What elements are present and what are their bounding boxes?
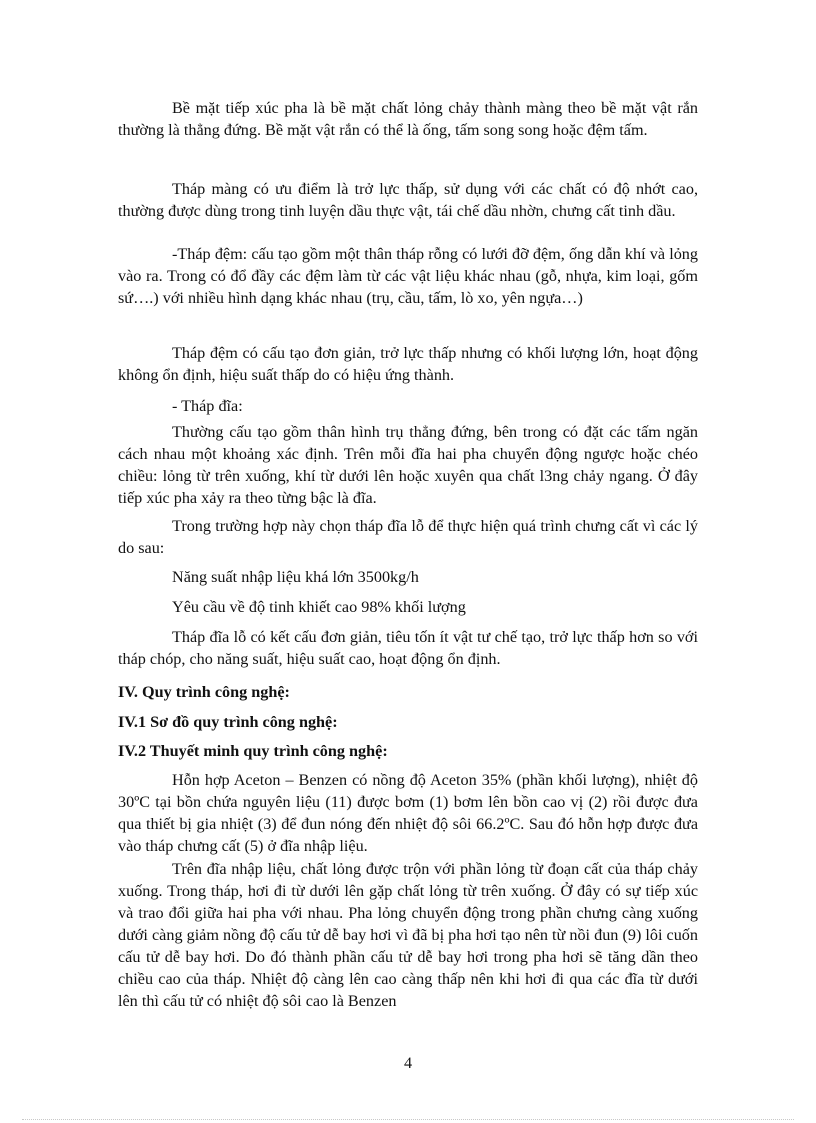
heading-process-diagram: IV.1 Sơ đồ quy trình công nghệ: <box>118 713 338 731</box>
heading-process: IV. Quy trình công nghệ: <box>118 683 290 701</box>
paragraph-film-contact: Bề mặt tiếp xúc pha là bề mặt chất lỏng chảy thành màng theo bề mặt vật rắn thường là thẳng đứng. Bề mặt vật rắn có thể là ống, tấm song song hoặc đệm tấm. <box>118 99 698 139</box>
heading-process-description: IV.2 Thuyết minh quy trình công nghệ: <box>118 742 388 760</box>
page-bottom-divider <box>22 1119 794 1120</box>
paragraph-feed-plate: Trên đĩa nhập liệu, chất lỏng được trộn với phần lỏng từ đoạn cất của tháp chảy xuống. Trong tháp, hơi đi từ dưới lên gặp chất lỏng từ trên xuống. Ở đây có sự tiếp xúc và trao đổi giữa hai pha với nhau. Pha lỏng chuyển động trong phần chưng càng xuống dưới càng giảm nồng độ cấu tử dễ bay hơi vì đã bị pha hơi tạo nên từ nồi đun (9) lôi cuốn cấu tử dễ bay hơi. Do đó thành phần cấu tử dễ bay hơi trong pha hơi sẽ tăng dần theo chiều cao của tháp. Nhiệt độ càng lên cao càng thấp nên khi hơi đi qua các đĩa từ dưới lên thì cấu tử có nhiệt độ sôi cao là Benzen <box>118 860 698 1010</box>
paragraph-plate-tower-structure: Thường cấu tạo gồm thân hình trụ thẳng đứng, bên trong có đặt các tấm ngăn cách nhau một khoảng xác định. Trên mỗi đĩa hai pha chuyển động ngược hoặc chéo chiều: lỏng từ trên xuống, khí từ dưới lên hoặc xuyên qua chất l3ng chảy ngang. Ở đây tiếp xúc pha xảy ra theo từng bậc là đĩa. <box>118 423 698 507</box>
paragraph-packed-tower-properties: Tháp đệm có cấu tạo đơn giản, trở lực thấp nhưng có khối lượng lớn, hoạt động không ổn định, hiệu suất thấp do có hiệu ứng thành. <box>118 344 698 384</box>
paragraph-packed-tower: -Tháp đệm: cấu tạo gồm một thân tháp rỗng có lưới đỡ đệm, ống dẫn khí và lỏng vào ra. Trong có đổ đầy các đệm làm từ các vật liệu khác nhau (gỗ, nhựa, kim loại, gốm sứ….) với nhiều hình dạng khác nhau (trụ, cầu, tấm, lò xo, yên ngựa…) <box>118 245 698 307</box>
paragraph-choice-reason: Trong trường hợp này chọn tháp đĩa lỗ để thực hiện quá trình chưng cất vì các lý do sau: <box>118 517 698 557</box>
paragraph-purity-requirement: Yêu cầu về độ tinh khiết cao 98% khối lượng <box>172 598 466 616</box>
paragraph-sieve-tray-advantages: Tháp đĩa lỗ có kết cấu đơn giản, tiêu tốn ít vật tư chế tạo, trở lực thấp hơn so với tháp chóp, cho năng suất, hiệu suất cao, hoạt động ổn định. <box>118 628 698 668</box>
paragraph-film-tower-advantages: Tháp màng có ưu điểm là trở lực thấp, sử dụng với các chất có độ nhớt cao, thường được dùng trong tinh luyện dầu thực vật, tái chế dầu nhờn, chưng cất tinh dầu. <box>118 180 698 220</box>
paragraph-feed-capacity: Năng suất nhập liệu khá lớn 3500kg/h <box>172 568 419 586</box>
paragraph-feed-mixture: Hỗn hợp Aceton – Benzen có nồng độ Aceton 35% (phần khối lượng), nhiệt độ 30ºC tại bồn chứa nguyên liệu (11) được bơm (1) bơm lên bồn cao vị (2) rồi được đưa qua thiết bị gia nhiệt (3) để đun nóng đến nhiệt độ sôi 66.2ºC. Sau đó hỗn hợp được đưa vào tháp chưng cất (5) ở đĩa nhập liệu. <box>118 771 698 855</box>
page-number: 4 <box>403 1054 413 1072</box>
paragraph-plate-tower-label: - Tháp đĩa: <box>172 397 243 415</box>
